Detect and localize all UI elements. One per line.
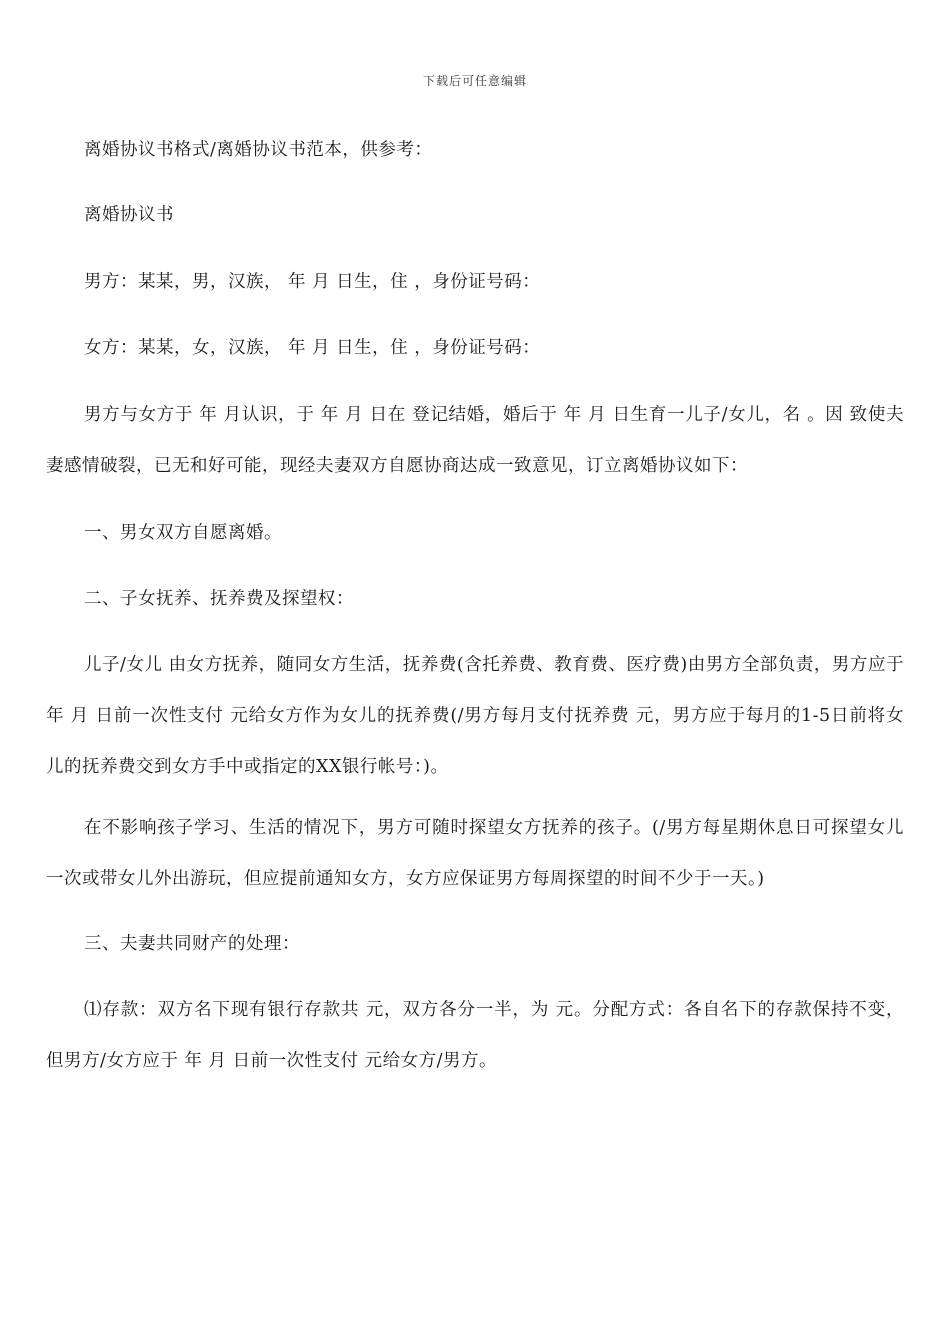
clause-1: 一、男女双方自愿离婚。 (84, 523, 282, 543)
document-title: 离婚协议书 (84, 205, 174, 225)
child-custody-paragraph: 儿子/女儿 由女方抚养，随同女方生活，抚养费(含托养费、教育费、医疗费)由男方全部负责，男方应于 年 月 日前一次性支付 元给女方作为女儿的抚养费(/男方每月支付抚养费 元，男方应于每月的1-5日前将女儿的抚养费交到女方手中或指定的XX银行帐号：)。 (46, 655, 904, 777)
male-party-info: 男方：某某，男，汉族， 年 月 日生，住 ，身份证号码： (84, 272, 541, 292)
clause-2-heading: 二、子女抚养、抚养费及探望权： (84, 589, 354, 609)
visitation-paragraph: 在不影响孩子学习、生活的情况下，男方可随时探望女方抚养的孩子。(/男方每星期休息日可探望女儿一次或带女儿外出游玩，但应提前通知女方，女方应保证男方每周探望的时间不少于一天。) (46, 818, 904, 889)
header-note: 下载后可任意编辑 (422, 74, 527, 88)
deposit-paragraph: ⑴存款：双方名下现有银行存款共 元，双方各分一半，为 元。分配方式：各自名下的存款保持不变，但男方/女方应于 年 月 日前一次性支付 元给女方/男方。 (46, 1000, 904, 1071)
marriage-background: 男方与女方于 年 月认识，于 年 月 日在 登记结婚，婚后于 年 月 日生育一儿子/女儿，名 。因 致使夫妻感情破裂，已无和好可能，现经夫妻双方自愿协商达成一致意见，订立离婚协议如下： (46, 405, 904, 476)
intro-line: 离婚协议书格式/离婚协议书范本，供参考： (84, 140, 433, 160)
female-party-info: 女方：某某，女，汉族， 年 月 日生，住 ，身份证号码： (84, 338, 541, 358)
clause-3-heading: 三、夫妻共同财产的处理： (84, 934, 300, 954)
